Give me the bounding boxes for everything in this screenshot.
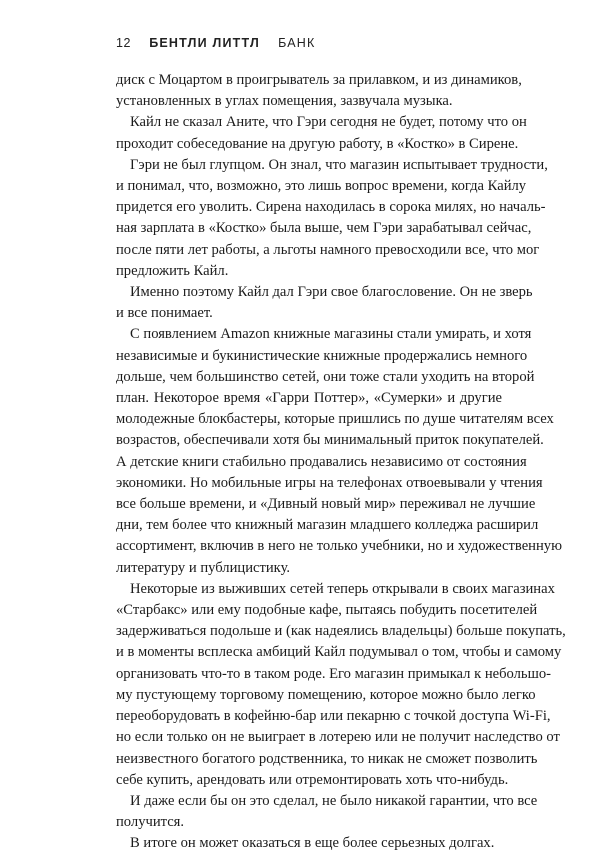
text-line: переоборудовать в кофейню-бар или пекарню с точкой доступа Wi-Fi, <box>116 708 551 725</box>
paragraph <box>116 155 548 282</box>
text-line: придется его уволить. Сирена находилась в сорока милях, но началь- <box>116 199 546 216</box>
text-line: Гэри не был глупцом. Он знал, что магазин испытывает трудности, <box>130 156 548 173</box>
text-line: ассортимент, включив в него не только учебники, но и художественную <box>116 538 563 555</box>
text-line: дни, тем более что книжный магазин младшего колледжа расширил <box>116 517 539 534</box>
author-name: БЕНТЛИ ЛИТТЛ <box>149 36 260 50</box>
text-line: А детские книги стабильно продавались независимо от состояния <box>116 453 527 470</box>
paragraph <box>116 579 566 791</box>
paragraph <box>116 324 563 578</box>
text-line: возрастов, обеспечивали хотя бы минимальный приток покупателей. <box>116 432 544 449</box>
text-line: И даже если бы он это сделал, не было никакой гарантии, что все <box>130 792 538 809</box>
body-text <box>116 70 566 855</box>
text-line: проходит собеседование на другую работу, в «Костко» в Сирене. <box>116 135 519 152</box>
text-line: дольше, чем большинство сетей, они тоже стали уходить на второй <box>116 368 535 385</box>
paragraph <box>116 70 522 112</box>
text-line: все больше времени, и «Дивный новый мир» переживал не лучшие <box>116 496 536 513</box>
text-line: диск с Моцартом в проигрыватель за прилавком, и из динамиков, <box>116 72 522 88</box>
text-line: установленных в углах помещения, зазвучала музыка. <box>116 93 453 110</box>
text-line: ная зарплата в «Костко» была выше, чем Гэри зарабатывал сейчас, <box>116 220 532 237</box>
text-line: неизвестного богатого родственника, то никак не сможет позволить <box>116 750 538 767</box>
text-line: независимые и букинистические книжные продержались немного <box>116 347 528 364</box>
text-line: организовать что-то в таком роде. Его магазин примыкал к небольшо- <box>116 665 551 682</box>
paragraph <box>116 833 502 854</box>
text-line: и понимал, что, возможно, это лишь вопрос времени, когда Кайлу <box>116 178 527 195</box>
text-line: экономики. Но мобильные игры на телефонах отвоевывали у чтения <box>116 474 543 491</box>
text-line: предложить Кайл. <box>116 262 229 279</box>
text-line: и все понимает. <box>116 305 213 322</box>
running-head <box>116 36 315 50</box>
text-line: но если только он не выиграет в лотерею или не получит наследство от <box>116 729 560 746</box>
text-line: себе купить, арендовать или отремонтировать хоть что-нибудь. <box>116 771 509 788</box>
text-line: задерживаться подольше и (как надеялись владельцы) больше покупать, <box>116 623 566 640</box>
page-number: 12 <box>116 36 132 50</box>
text-line: В итоге он может оказаться в еще более серьезных долгах. <box>130 835 495 852</box>
text-line: литературу и публицистику. <box>116 559 291 576</box>
text-line: Кайл не сказал Аните, что Гэри сегодня не будет, потому что он <box>130 114 527 131</box>
text-line: после пяти лет работы, а льготы намного превосходили все, что мог <box>116 241 540 258</box>
paragraph <box>116 112 527 154</box>
text-line: план. Некоторое время «Гарри Поттер», «Сумерки» и другие <box>116 390 502 407</box>
book-title: БАНК <box>278 36 316 50</box>
text-line: Некоторые из выживших сетей теперь открывали в своих магазинах <box>130 580 555 597</box>
paragraph <box>116 282 533 324</box>
text-line: С появлением Amazon книжные магазины стали умирать, и хотя <box>130 326 532 343</box>
text-line: молодежные блокбастеры, которые пришлись по душе читателям всех <box>116 411 554 428</box>
paragraph <box>116 791 538 833</box>
text-line: и в моменты всплеска амбиций Кайл подумывал о том, чтобы и самому <box>116 644 562 661</box>
text-line: получится. <box>116 814 185 831</box>
text-line: Именно поэтому Кайл дал Гэри свое благословение. Он не зверь <box>130 284 533 301</box>
text-line: «Старбакс» или ему подобные кафе, пытаясь побудить посетителей <box>116 602 538 619</box>
text-line: му пустующему торговому помещению, которое можно было легко <box>116 686 536 703</box>
